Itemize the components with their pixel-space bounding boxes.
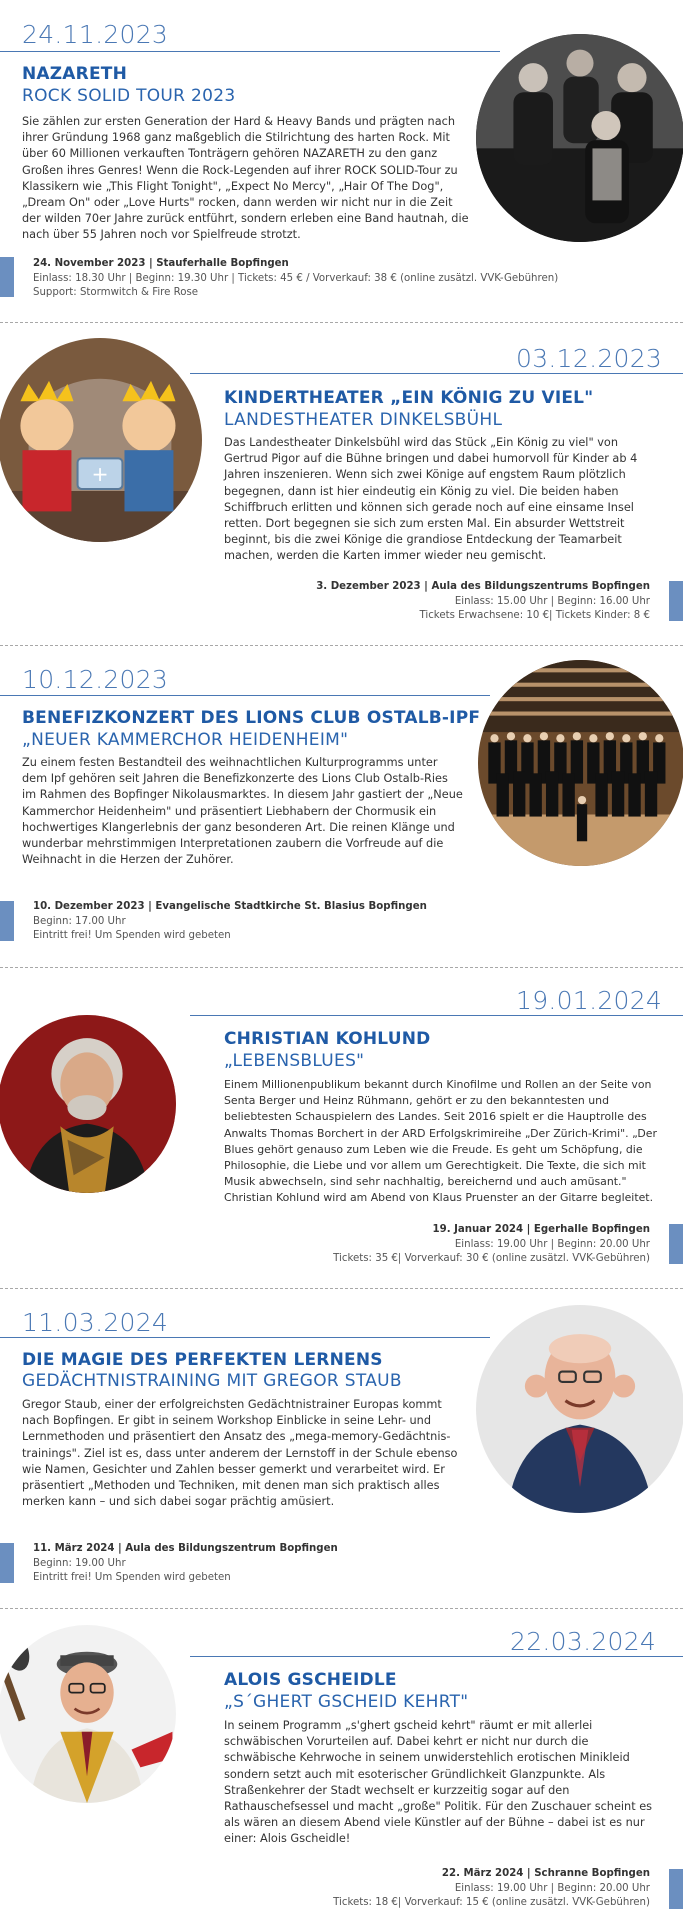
theater-illustration [0, 338, 202, 542]
info-line-1: Einlass: 18.30 Uhr | Beginn: 19.30 Uhr | Tickets: 45 € / Vorverkauf: 38 € (online zusätzl. VVK-Gebühren) [33, 272, 559, 284]
event-date: 03.12.2023 [516, 344, 663, 373]
event-title: BENEFIZKONZERT DES LIONS CLUB OSTALB-IPF [22, 708, 481, 728]
event-title: DIE MAGIE DES PERFEKTEN LERNENS [22, 1350, 383, 1370]
info-head: 22. März 2024 | Schranne Bopfingen [441, 1868, 650, 1879]
info-head: 10. Dezember 2023 | Evangelische Stadtkirche St. Blasius Bopfingen [33, 901, 427, 912]
event-description: In seinem Programm „s'ghert gscheid kehrt" räumt er mit allerlei schwäbischen Vorurteilen auf. Dabei kehrt er nicht nur durch die schwäbische Kehrwoche in seinem unwiderstehlich erotischen Minikleid sondern setzt auch mit esoterischer Gründlichkeit Glanzpunkte. Als Straßenkehrer der Stadt wechselt er kurzzeitig sogar auf den Rathauschefsessel und macht „große" Politik. Für den Zuschauer scheint es als wären an diesem Abend viele Künstler auf der Bühne – dabei ist es nur einer: Alois Gscheidle! [224, 1719, 653, 1846]
separator [0, 645, 683, 646]
info-line-1: Einlass: 19.00 Uhr | Beginn: 20.00 Uhr [454, 1238, 650, 1250]
info-tab [669, 1869, 683, 1909]
event-description: Einem Millionenpublikum bekannt durch Kinofilme und Rollen an der Seite von Senta Berger und Heinz Rühmann, gehört er zu den bekanntesten und beliebtesten Schauspielern des Landes. Seit 2016 spielt er die Hauptrolle des Anwalts Thomas Borchert in der ARD Erfolgskrimireihe „Der Zürich-Krimi". „Der Blues gehört genauso zum Leben wie die Freude. Es geht um Schöpfung, die Philosophie, die Liebe und vor allem um Gerechtigkeit. Die Texte, die sich mit Musik abwechseln, sind sehr nachhaltig, bereichernd und auch amüsant." Christian Kohlund wird am Abend von Klaus Pruenster an der Gitarre begleitet. [224, 1078, 657, 1205]
event-date: 19.01.2024 [516, 986, 663, 1015]
event-subtitle: „S´GHERT GSCHEID KEHRT" [224, 1692, 469, 1712]
actor-photo [0, 1015, 176, 1193]
info-head: 3. Dezember 2023 | Aula des Bildungszentrums Bopfingen [316, 581, 650, 592]
event-subtitle: „LEBENSBLUES" [224, 1051, 365, 1071]
event-subtitle: „NEUER KAMMERCHOR HEIDENHEIM" [22, 730, 349, 750]
info-line-2: Tickets Erwachsene: 10 €| Tickets Kinder: 8 € [419, 610, 650, 621]
event-info [250, 1223, 650, 1267]
event-benefizkonzert [0, 650, 683, 970]
date-rule [190, 373, 683, 374]
event-description: Sie zählen zur ersten Generation der Hard & Heavy Bands und prägten nach ihrer Gründung 1968 ganz maßgeblich die Stilrichtung des harten Rock. Mit über 60 Millionen verkauften Tonträgern gehören NAZARETH zu den ganz Großen ihres Genres! Wenn die Rock-Legenden auf ihrer ROCK SOLID-Tour zu Klassikern wie „This Flight Tonight", „Expect No Mercy", „Hair Of The Dog", „Dream On" oder „Love Hurts" rocken, dann werden wir nicht nur in die Zeit der wilden 70er Jahre zurück entführt, sondern erleben eine Band hautnah, die nach über 55 Jahren noch vor Spielfreude strotzt. [22, 115, 469, 242]
info-tab [0, 901, 14, 941]
svg-text:+: + [91, 461, 109, 486]
separator [0, 967, 683, 968]
event-magie-lernen [0, 1295, 683, 1615]
info-line-2: Eintritt frei! Um Spenden wird gebeten [33, 930, 231, 941]
event-title: CHRISTIAN KOHLUND [224, 1029, 431, 1049]
event-title: ALOIS GSCHEIDLE [224, 1670, 397, 1690]
info-line-1: Einlass: 19.00 Uhr | Beginn: 20.00 Uhr [454, 1882, 650, 1894]
event-info [33, 900, 593, 944]
info-line-1: Beginn: 17.00 Uhr [33, 915, 126, 927]
event-description: Das Landestheater Dinkelsbühl wird das Stück „Ein König zu viel" von Gertrud Pigor auf die Bühne bringen und dabei humorvoll für Kinder ab 4 Jahren inszenieren. Wenn sich zwei Könige auf engstem Raum plötzlich begegnen, dann ist hier eindeutig ein König zu viel. Die beiden haben Schiffbruch erlitten und können sich gerade noch auf eine einsame Insel retten. Dort begegnen sie sich zum ersten Mal. Ein absurder Wettstreit beginnt, bis die zwei Könige die grandiose Entdeckung der Teamarbeit machen, werden die Karten immer wieder neu gemischt. [224, 436, 638, 563]
event-date: 10.12.2023 [22, 665, 169, 694]
trainer-photo [476, 1305, 683, 1513]
info-head: 11. März 2024 | Aula des Bildungszentrum Bopfingen [33, 1543, 338, 1554]
info-tab [0, 257, 14, 297]
separator [0, 322, 683, 323]
event-nazareth [0, 0, 683, 320]
event-date: 11.03.2024 [22, 1308, 169, 1337]
info-line-1: Beginn: 19.00 Uhr [33, 1557, 126, 1569]
date-rule [190, 1656, 683, 1657]
event-info [33, 1542, 593, 1586]
event-subtitle: ROCK SOLID TOUR 2023 [22, 86, 236, 106]
info-head: 24. November 2023 | Stauferhalle Bopfingen [33, 258, 289, 269]
event-kohlund [0, 975, 683, 1295]
info-line-1: Einlass: 15.00 Uhr | Beginn: 16.00 Uhr [454, 595, 650, 607]
comedian-photo [0, 1625, 176, 1803]
event-subtitle: LANDESTHEATER DINKELSBÜHL [224, 410, 503, 430]
event-date: 24.11.2023 [22, 20, 169, 49]
info-head: 19. Januar 2024 | Egerhalle Bopfingen [432, 1224, 650, 1235]
info-line-2: Tickets: 18 €| Vorverkauf: 15 € (online zusätzl. VVK-Gebühren) [333, 1897, 650, 1908]
event-info [33, 257, 593, 301]
date-rule [190, 1015, 683, 1016]
info-tab [669, 1224, 683, 1264]
band-photo [476, 34, 683, 242]
event-date: 22.03.2024 [510, 1627, 657, 1656]
info-line-2: Eintritt frei! Um Spenden wird gebeten [33, 1572, 231, 1583]
choir-photo [478, 660, 683, 866]
info-tab [669, 581, 683, 621]
event-description: Zu einem festen Bestandteil des weihnachtlichen Kulturprogramms unter dem Ipf gehören seit Jahren die Benefizkonzerte des Lions Club Ostalb-Ries im Rahmen des Bopfinger Nikolausmarktes. In diesem Jahr gastiert der „Neue Kammerchor Heidenheim" und präsentiert Liebhabern der Chormusik ein hochwertiges Klangerlebnis der ganz besonderen Art. Die reinen Klänge und wunderbar mehrstimmigen Interpretationen zaubern die Vorfreude auf die Weihnacht in die Herzen der Zuhörer. [22, 756, 463, 867]
info-tab [0, 1543, 14, 1583]
event-title: NAZARETH [22, 64, 127, 84]
event-info [250, 580, 650, 624]
event-gscheidle [0, 1615, 683, 1931]
separator [0, 1608, 683, 1609]
date-rule [0, 695, 490, 696]
date-rule [0, 1337, 490, 1338]
event-description: Gregor Staub, einer der erfolgreichsten Gedächtnistrainer Europas kommt nach Bopfingen. Er gibt in seinem Workshop Einblicke in seine Lehr- und Lernmethoden und präsentiert den Ansatz des „mega-memory-Gedächtnis-trainings". Ziel ist es, dass unter anderem der Lernstoff in der Schule ebenso wie Namen, Gesichter und Zahlen besser gemerkt und verarbeitet wird. Er präsentiert „Methoden und Techniken, mit denen man sich praktisch alles merken kann – und sich dabei sogar prächtig amüsiert. [22, 1398, 458, 1509]
event-title: KINDERTHEATER „EIN KÖNIG ZU VIEL" [224, 388, 594, 408]
event-subtitle: GEDÄCHTNISTRAINING MIT GREGOR STAUB [22, 1371, 402, 1391]
separator [0, 1288, 683, 1289]
info-line-2: Support: Stormwitch & Fire Rose [33, 287, 199, 298]
info-line-2: Tickets: 35 €| Vorverkauf: 30 € (online zusätzl. VVK-Gebühren) [333, 1253, 650, 1264]
event-info [250, 1867, 650, 1911]
date-rule [0, 51, 500, 52]
event-kindertheater [0, 330, 683, 650]
